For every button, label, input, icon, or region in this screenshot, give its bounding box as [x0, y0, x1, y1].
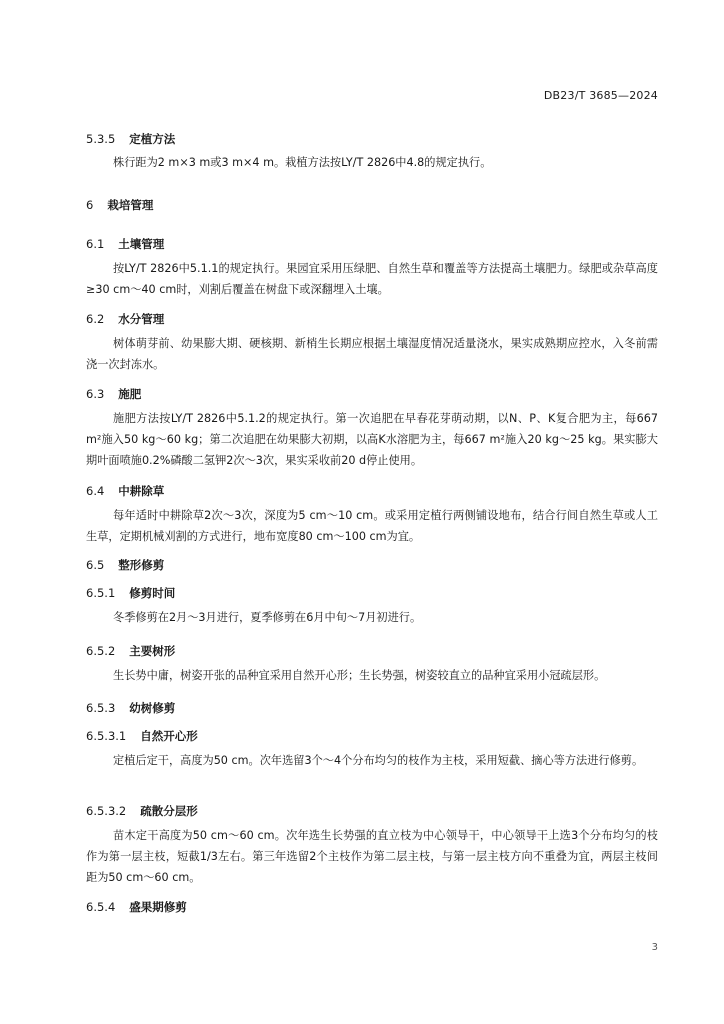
section-heading-6-5-2 — [86, 643, 175, 659]
section-title: 盛果期修剪 — [129, 900, 187, 914]
section-number: 6.5.3.2 — [86, 804, 127, 818]
section-number: 6.5.3 — [86, 701, 116, 715]
paragraph-open-center: 定植后定干，高度为50 cm。次年选留3个～4个分布均匀的枝作为主枝，采用短截、摘心等方法进行修剪。 — [113, 754, 644, 767]
section-heading-6-5-3-1 — [86, 728, 198, 744]
section-number: 6.1 — [86, 237, 105, 251]
standard-code: DB23/T 3685—2024 — [543, 89, 658, 102]
section-heading-6-5 — [86, 557, 164, 573]
page-number: 3 — [651, 942, 658, 953]
section-title: 中耕除草 — [118, 484, 165, 498]
section-number: 6.5 — [86, 558, 105, 572]
section-title: 修剪时间 — [129, 586, 176, 600]
section-heading-6-5-4 — [86, 899, 187, 915]
section-title: 主要树形 — [129, 644, 176, 658]
paragraph-water-management: 树体萌芽前、幼果膨大期、硬核期、新梢生长期应根据土壤湿度情况适量浇水，果实成熟期应控水，入冬前需浇一次封冻水。 — [86, 337, 658, 371]
section-number: 6.5.2 — [86, 644, 116, 658]
section-title: 施肥 — [118, 387, 142, 401]
section-title: 幼树修剪 — [129, 701, 176, 715]
paragraph-fertilization: 施肥方法按LY/T 2826中5.1.2的规定执行。第一次追肥在早春花芽萌动期，以N、P、K复合肥为主，每667 m²施入50 kg～60 kg；第二次追肥在幼果膨大初期，以高K水溶肥为主，每667 m²施入20 kg～25 kg。果实膨大期叶面喷施0.2%磷酸二氢钾2次～3次，果实采收前20 d停止使用。 — [86, 412, 658, 467]
section-title: 水分管理 — [118, 312, 165, 326]
paragraph-planting-method: 株行距为2 m×3 m或3 m×4 m。栽植方法按LY/T 2826中4.8的规定执行。 — [113, 156, 492, 169]
section-title: 疏散分层形 — [140, 804, 198, 818]
section-heading-6-5-3 — [86, 700, 175, 716]
section-heading-6-3 — [86, 386, 141, 402]
section-title: 栽培管理 — [107, 198, 154, 212]
section-number: 6.5.3.1 — [86, 729, 127, 743]
section-title: 土壤管理 — [118, 237, 165, 251]
section-heading-5-3-5 — [86, 131, 175, 147]
section-heading-6-5-3-2 — [86, 803, 198, 819]
paragraph-layered-form: 苗木定干高度为50 cm～60 cm。次年选生长势强的直立枝为中心领导干，中心领导干上选3个分布均匀的枝作为第一层主枝，短截1/3左右。第三年选留2个主枝作为第二层主枝，与第一层主枝方向不重叠为宜，两层主枝间距为50 cm～60 cm。 — [86, 829, 658, 884]
paragraph-pruning-time: 冬季修剪在2月～3月进行，夏季修剪在6月中旬～7月初进行。 — [113, 611, 422, 624]
section-title: 整形修剪 — [118, 558, 165, 572]
section-number: 6.5.1 — [86, 586, 116, 600]
section-number: 5.3.5 — [86, 132, 116, 146]
section-title: 自然开心形 — [140, 729, 198, 743]
section-heading-6-2 — [86, 311, 164, 327]
section-heading-6 — [86, 197, 153, 213]
section-heading-6-5-1 — [86, 585, 175, 601]
section-number: 6.4 — [86, 484, 105, 498]
paragraph-tree-shapes: 生长势中庸，树姿开张的品种宜采用自然开心形；生长势强，树姿较直立的品种宜采用小冠疏层形。 — [113, 669, 606, 682]
paragraph-weeding: 每年适时中耕除草2次～3次，深度为5 cm～10 cm。或采用定植行两侧铺设地布，结合行间自然生草或人工生草，定期机械刈割的方式进行，地布宽度80 cm～100 cm为宜。 — [86, 509, 658, 543]
section-heading-6-1 — [86, 236, 164, 252]
section-number: 6.3 — [86, 387, 105, 401]
section-heading-6-4 — [86, 483, 164, 499]
section-number: 6.2 — [86, 312, 105, 326]
section-number: 6 — [86, 198, 94, 212]
paragraph-soil-management: 按LY/T 2826中5.1.1的规定执行。果园宜采用压绿肥、自然生草和覆盖等方法提高土壤肥力。绿肥或杂草高度≥30 cm～40 cm时，刈割后覆盖在树盘下或深翻埋入土壤。 — [86, 262, 658, 296]
section-number: 6.5.4 — [86, 900, 116, 914]
section-title: 定植方法 — [129, 132, 176, 146]
